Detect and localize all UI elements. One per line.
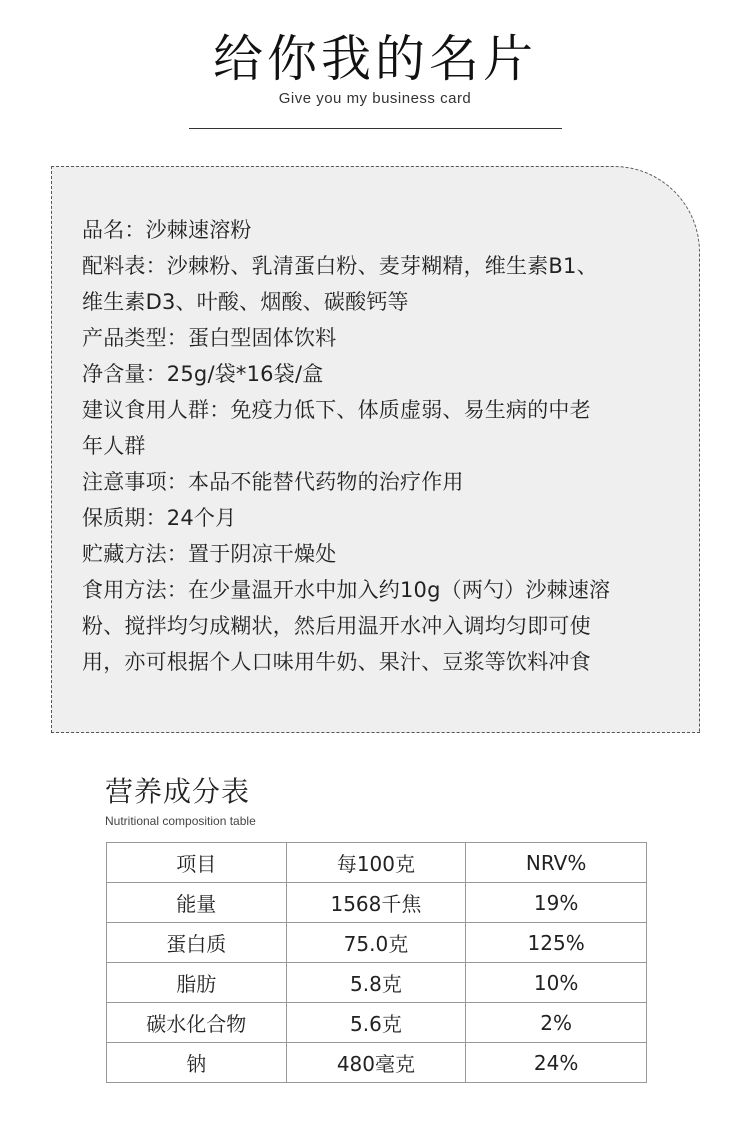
table-cell: 能量 — [107, 883, 287, 923]
page-subtitle: Give you my business card — [278, 90, 472, 107]
info-line: 注意事项：本品不能替代药物的治疗作用 — [82, 470, 464, 494]
header — [0, 28, 750, 107]
nutrition-subtitle: Nutritional composition table — [105, 814, 256, 828]
table-cell: 碳水化合物 — [107, 1003, 287, 1043]
info-line: 粉、搅拌均匀成糊状，然后用温开水冲入调均匀即可使 — [82, 614, 591, 638]
nutrition-table — [106, 842, 647, 1083]
table-cell: 24% — [466, 1043, 647, 1083]
table-cell: 5.6克 — [286, 1003, 466, 1043]
info-line: 品名：沙棘速溶粉 — [82, 218, 252, 242]
info-line: 建议食用人群：免疫力低下、体质虚弱、易生病的中老 — [82, 398, 591, 422]
page-title: 给你我的名片 — [213, 30, 537, 88]
table-row — [107, 963, 647, 1003]
header-cell-item: 项目 — [107, 843, 287, 883]
table-cell: 1568千焦 — [286, 883, 466, 923]
table-cell: 19% — [466, 883, 647, 923]
header-cell-nrv: NRV% — [466, 843, 647, 883]
header-cell-per100g: 每100克 — [286, 843, 466, 883]
table-row — [107, 883, 647, 923]
info-line: 贮藏方法：置于阴凉干燥处 — [82, 542, 337, 566]
info-line: 维生素D3、叶酸、烟酸、碳酸钙等 — [82, 290, 409, 314]
info-line: 食用方法：在少量温开水中加入约10g（两勺）沙棘速溶 — [82, 578, 611, 602]
table-row — [107, 1003, 647, 1043]
product-info-list — [82, 212, 682, 680]
table-cell: 10% — [466, 963, 647, 1003]
table-cell: 钠 — [107, 1043, 287, 1083]
table-header-row — [107, 843, 647, 883]
info-line: 用，亦可根据个人口味用牛奶、果汁、豆浆等饮料冲食 — [82, 650, 591, 674]
table-cell: 脂肪 — [107, 963, 287, 1003]
table-cell: 125% — [466, 923, 647, 963]
table-row — [107, 923, 647, 963]
info-line: 净含量：25g/袋*16袋/盒 — [82, 362, 324, 386]
nutrition-title: 营养成分表 — [105, 775, 251, 808]
table-row — [107, 1043, 647, 1083]
info-line: 保质期：24个月 — [82, 506, 237, 530]
table-cell: 2% — [466, 1003, 647, 1043]
table-cell: 蛋白质 — [107, 923, 287, 963]
info-line: 配料表：沙棘粉、乳清蛋白粉、麦芽糊精，维生素B1、 — [82, 254, 598, 278]
table-cell: 480毫克 — [286, 1043, 466, 1083]
table-cell: 5.8克 — [286, 963, 466, 1003]
info-line: 产品类型：蛋白型固体饮料 — [82, 326, 337, 350]
table-cell: 75.0克 — [286, 923, 466, 963]
product-info-card — [51, 166, 700, 733]
info-line: 年人群 — [82, 434, 146, 458]
title-divider — [189, 128, 562, 129]
